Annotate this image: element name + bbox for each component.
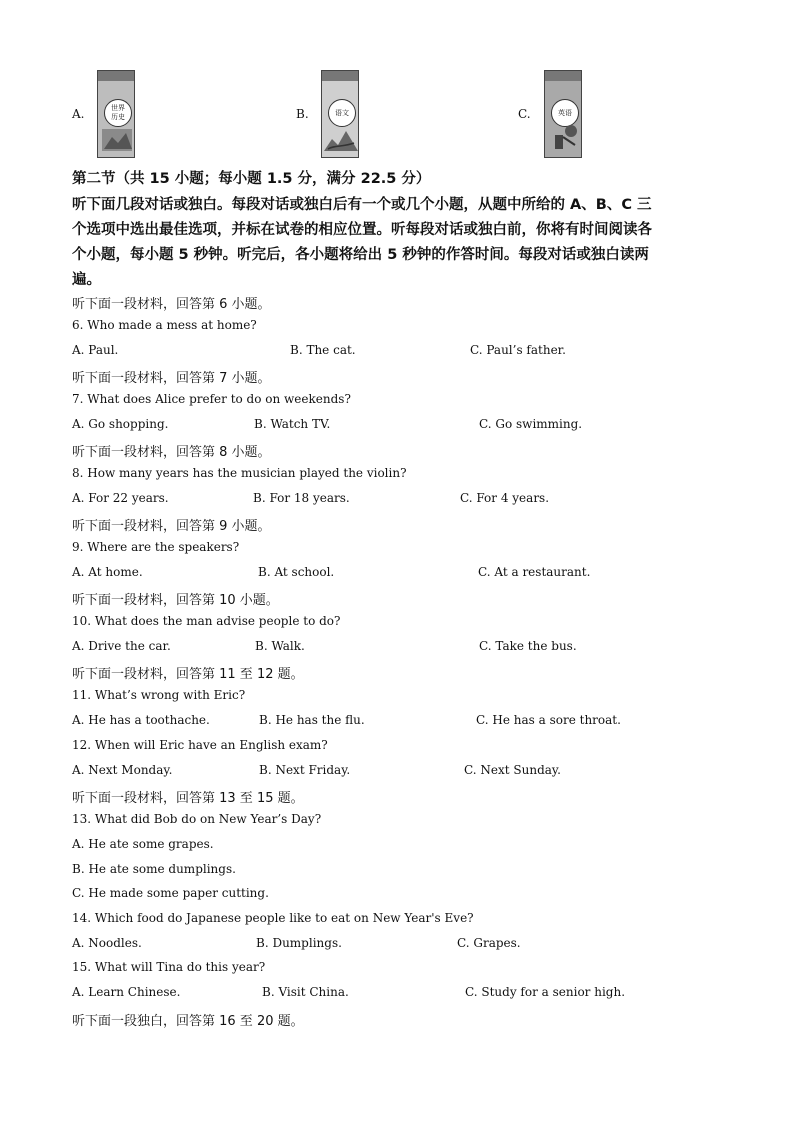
instruction-line: 个选项中选出最佳选项，并标在试卷的相应位置。听每段对话或独白前，你将有时间阅读各	[72, 222, 652, 238]
answer-option: A. He has a toothache.	[72, 713, 210, 727]
answer-option: A. Drive the car.	[72, 639, 171, 653]
answer-option: C. At a restaurant.	[478, 565, 591, 579]
answer-option: B. Next Friday.	[259, 763, 351, 777]
picture-option-a-letter: A.	[72, 107, 85, 121]
answer-option: C. Grapes.	[457, 936, 521, 950]
question-text: 7. What does Alice prefer to do on weekends?	[72, 392, 351, 406]
answer-option: A. Go shopping.	[72, 417, 169, 431]
answer-option: B. For 18 years.	[253, 491, 350, 505]
listening-prompt: 听下面一段材料，回答第 13 至 15 题。	[72, 791, 304, 806]
question-text: 10. What does the man advise people to do?	[72, 614, 341, 628]
history-book-cover-icon	[97, 70, 135, 158]
answer-option: A. Next Monday.	[72, 763, 173, 777]
chinese-book-cover-text: 语文	[328, 99, 356, 127]
history-book-cover-text: 世界 历史	[104, 99, 132, 127]
question-text: 15. What will Tina do this year?	[72, 960, 266, 974]
answer-option: C. He has a sore throat.	[476, 713, 621, 727]
instruction-line: 听下面几段对话或独白。每段对话或独白后有一个或几个小题，从题中所给的 A、B、C 三	[72, 197, 652, 213]
answer-option: B. Walk.	[255, 639, 305, 653]
answer-option: C. Paul’s father.	[470, 343, 566, 357]
chinese-book-cover-icon	[321, 70, 359, 158]
answer-option: C. Go swimming.	[479, 417, 583, 431]
listening-prompt: 听下面一段独白，回答第 16 至 20 题。	[72, 1014, 304, 1029]
answer-option: B. He has the flu.	[259, 713, 365, 727]
question-text: 11. What’s wrong with Eric?	[72, 688, 246, 702]
question-text: 12. When will Eric have an English exam?	[72, 738, 328, 752]
listening-prompt: 听下面一段材料，回答第 11 至 12 题。	[72, 667, 304, 682]
listening-prompt: 听下面一段材料，回答第 7 小题。	[72, 371, 271, 386]
answer-option: C. For 4 years.	[460, 491, 550, 505]
listening-prompt: 听下面一段材料，回答第 10 小题。	[72, 593, 279, 608]
answer-option: B. Visit China.	[262, 985, 349, 999]
picture-options-row	[0, 70, 794, 162]
listening-prompt: 听下面一段材料，回答第 6 小题。	[72, 297, 271, 312]
answer-option: B. The cat.	[290, 343, 356, 357]
section-title: 第二节（共 15 小题；每小题 1.5 分，满分 22.5 分）	[72, 171, 431, 187]
answer-option: B. Watch TV.	[254, 417, 331, 431]
answer-option: A. Noodles.	[72, 936, 142, 950]
listening-prompt: 听下面一段材料，回答第 8 小题。	[72, 445, 271, 460]
picture-option-b-letter: B.	[296, 107, 309, 121]
answer-option: B. Dumplings.	[256, 936, 342, 950]
answer-option: C. He made some paper cutting.	[72, 886, 269, 900]
answer-option: C. Take the bus.	[479, 639, 577, 653]
question-text: 14. Which food do Japanese people like to eat on New Year's Eve?	[72, 911, 474, 925]
picture-option-c-letter: C.	[518, 107, 531, 121]
answer-option: C. Next Sunday.	[464, 763, 561, 777]
answer-option: B. He ate some dumplings.	[72, 862, 236, 876]
answer-option: A. For 22 years.	[72, 491, 169, 505]
answer-option: A. Paul.	[72, 343, 119, 357]
answer-option: A. Learn Chinese.	[72, 985, 181, 999]
instruction-line: 遍。	[72, 272, 101, 288]
answer-option: B. At school.	[258, 565, 335, 579]
english-book-cover-icon	[544, 70, 582, 158]
listening-prompt: 听下面一段材料，回答第 9 小题。	[72, 519, 271, 534]
answer-option: A. He ate some grapes.	[72, 837, 214, 851]
answer-option: A. At home.	[72, 565, 143, 579]
question-text: 6. Who made a mess at home?	[72, 318, 257, 332]
question-text: 8. How many years has the musician played the violin?	[72, 466, 407, 480]
instruction-line: 个小题，每小题 5 秒钟。听完后，各小题将给出 5 秒钟的作答时间。每段对话或独白读两	[72, 247, 649, 263]
question-text: 9. Where are the speakers?	[72, 540, 240, 554]
english-book-cover-text: 英语	[551, 99, 579, 127]
answer-option: C. Study for a senior high.	[465, 985, 626, 999]
question-text: 13. What did Bob do on New Year’s Day?	[72, 812, 322, 826]
